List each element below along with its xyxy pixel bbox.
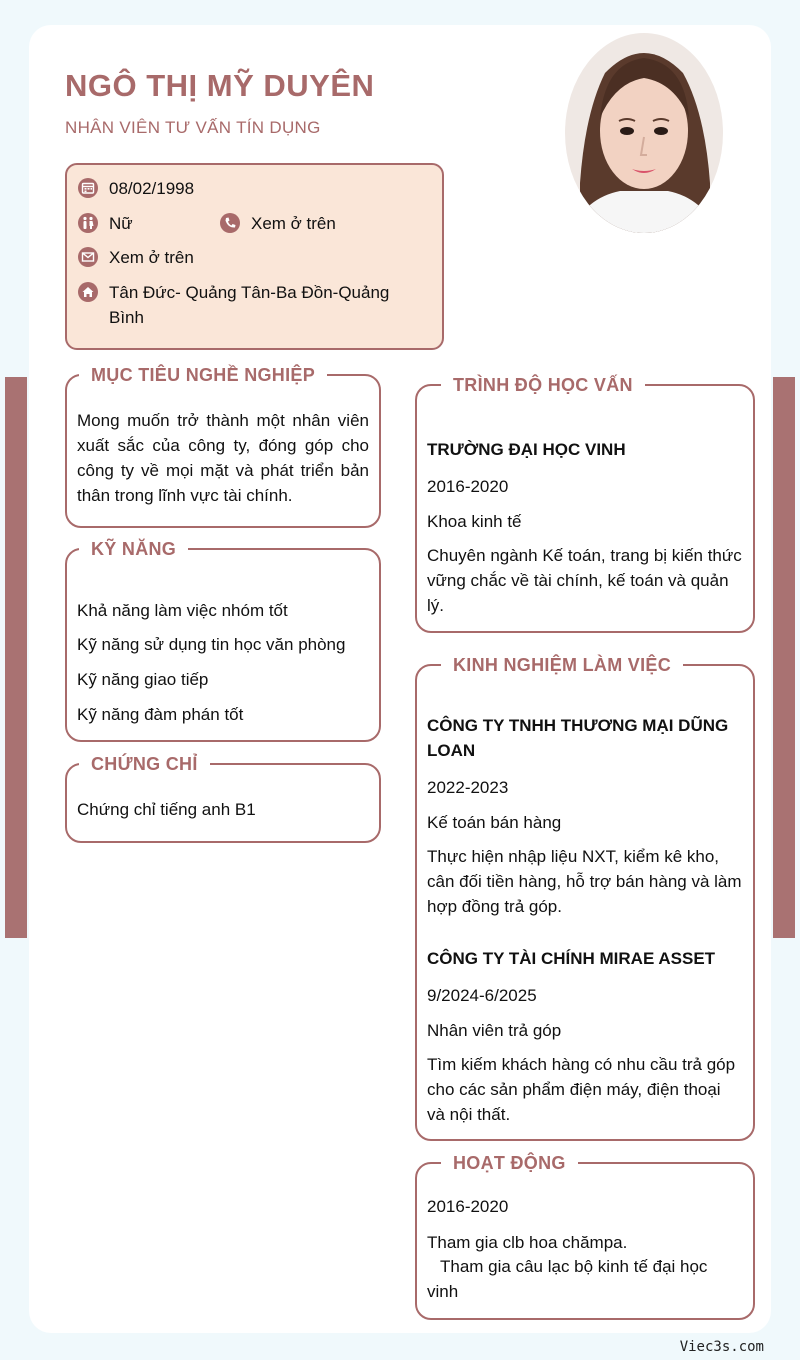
education-school: TRƯỜNG ĐẠI HỌC VINH (427, 440, 626, 459)
left-accent-band (5, 377, 27, 938)
gender-row (77, 211, 133, 236)
skill-item: Kỹ năng sử dụng tin học văn phòng (77, 635, 346, 654)
right-accent-band (773, 377, 795, 938)
objective-section (65, 365, 381, 528)
skill-item: Khả năng làm việc nhóm tốt (77, 601, 288, 620)
phone-row (219, 211, 336, 236)
activity-line: Tham gia clb hoa chămpa. (427, 1233, 628, 1252)
education-description: Chuyên ngành Kế toán, trang bị kiến thức vững chắc về tài chính, kế toán và quản lý. (427, 546, 742, 615)
education-title: TRÌNH ĐỘ HỌC VẤN (441, 372, 645, 398)
job-description: Thực hiện nhập liệu NXT, kiểm kê kho, cân đối tiền hàng, hỗ trợ bán hàng và làm hợp đồng trả góp. (427, 847, 742, 916)
education-period: 2016-2020 (427, 477, 509, 496)
certificates-section (65, 754, 381, 843)
calendar-icon (77, 177, 99, 199)
phone-icon (219, 212, 241, 234)
job-company: CÔNG TY TÀI CHÍNH MIRAE ASSET (427, 949, 716, 968)
activities-section (415, 1153, 755, 1320)
job-period: 9/2024-6/2025 (427, 986, 537, 1005)
email-row (77, 245, 194, 270)
job-company: CÔNG TY TNHH THƯƠNG MẠI DŨNG LOAN (427, 716, 729, 760)
skills-section (65, 539, 381, 742)
job-description: Tìm kiếm khách hàng có nhu cầu trả góp cho các sản phẩm điện máy, điện thoại và nội thất. (427, 1055, 736, 1124)
watermark: Viec3s.com (679, 1339, 764, 1355)
objective-text: Mong muốn trở thành một nhân viên xuất sắc của công ty, đóng góp cho công ty về mọi mặt và phát triển bản thân trong lĩnh vực tài chính. (77, 411, 369, 505)
birthday-row (77, 176, 194, 201)
mail-icon (77, 246, 99, 268)
skill-item: Kỹ năng đàm phán tốt (77, 705, 244, 724)
birthday-value: 08/02/1998 (109, 179, 195, 198)
contact-info-box (65, 163, 444, 350)
skills-title: KỸ NĂNG (79, 536, 188, 562)
email-value: Xem ở trên (109, 248, 194, 267)
certificates-title: CHỨNG CHỈ (79, 751, 210, 777)
experience-section (415, 655, 755, 1141)
activities-title: HOẠT ĐỘNG (441, 1150, 578, 1176)
education-faculty: Khoa kinh tế (427, 512, 522, 531)
address-value: Tân Đức- Quảng Tân-Ba Đồn-Quảng Bình (109, 283, 390, 327)
gender-value: Nữ (109, 214, 133, 233)
education-section (415, 375, 755, 633)
gender-icon (77, 212, 99, 234)
objective-title: MỤC TIÊU NGHỀ NGHIỆP (79, 362, 327, 388)
activity-line: Tham gia câu lạc bộ kinh tế đại học vinh (427, 1257, 708, 1301)
portrait-illustration (565, 33, 723, 233)
skill-item: Kỹ năng giao tiếp (77, 670, 209, 689)
phone-value: Xem ở trên (251, 214, 336, 233)
address-row (77, 280, 407, 330)
job-period: 2022-2023 (427, 778, 509, 797)
experience-title: KINH NGHIỆM LÀM VIỆC (441, 652, 683, 678)
candidate-name: NGÔ THỊ MỸ DUYÊN (65, 68, 375, 103)
activity-period: 2016-2020 (427, 1197, 509, 1216)
job-title: NHÂN VIÊN TƯ VẤN TÍN DỤNG (65, 118, 321, 137)
job-position: Nhân viên trả góp (427, 1021, 562, 1040)
home-icon (77, 281, 99, 303)
certificate-item: Chứng chỉ tiếng anh B1 (77, 800, 256, 819)
profile-photo (565, 33, 723, 233)
job-position: Kế toán bán hàng (427, 813, 562, 832)
